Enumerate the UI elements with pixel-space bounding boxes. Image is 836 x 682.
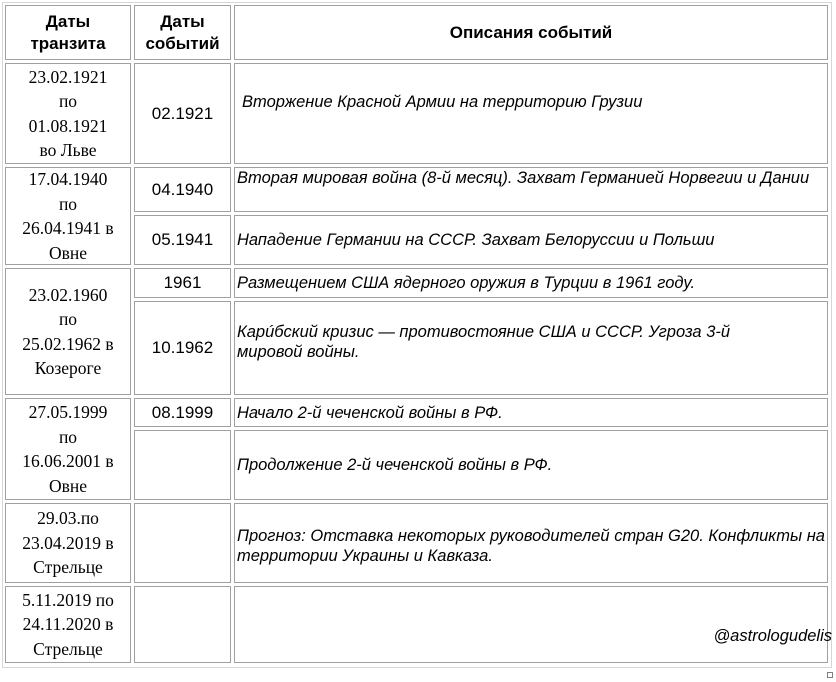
transit-cell: 23.02.1960 по 25.02.1962 в Козероге [5,268,131,395]
transit-cell: 29.03.по 23.04.2019 в Стрельце [5,503,131,583]
signature: @astrologudelis [713,627,832,645]
event-date-cell: 02.1921 [134,63,231,164]
resize-handle[interactable] [827,672,833,678]
event-description-cell: Начало 2-й чеченской войны в РФ. [234,398,828,427]
event-date-cell: 1961 [134,268,231,298]
header-transit-dates: Даты транзита [5,5,131,60]
header-descriptions: Описания событий [234,5,828,60]
event-date-cell: 04.1940 [134,167,231,212]
event-date-cell [134,430,231,500]
transit-cell: 5.11.2019 по 24.11.2020 в Стрельце [5,586,131,663]
event-date-cell: 05.1941 [134,215,231,265]
event-description-cell: Вторая мировая война (8-й месяц). Захват Германией Норвегии и Дании [234,167,828,212]
event-description-cell: Размещением США ядерного оружия в Турции в 1961 году. [234,268,828,298]
event-date-cell [134,503,231,583]
event-description-cell: Нападение Германии на СССР. Захват Белоруссии и Польши [234,215,828,265]
transit-cell: 27.05.1999 по 16.06.2001 в Овне [5,398,131,500]
event-description-cell: Карúбский кризис — противостояние США и СССР. Угроза 3-й мировой войны. [234,301,828,395]
transit-cell: 23.02.1921 по 01.08.1921 во Льве [5,63,131,164]
event-description-cell: Продолжение 2-й чеченской войны в РФ. [234,430,828,500]
event-date-cell: 08.1999 [134,398,231,427]
event-description-cell: Вторжение Красной Армии на территорию Грузии [234,63,828,164]
event-date-cell [134,586,231,663]
event-description-cell [234,586,828,663]
header-event-dates: Даты событий [134,5,231,60]
transit-cell: 17.04.1940 по 26.04.1941 в Овне [5,167,131,265]
event-description-cell: Прогноз: Отставка некоторых руководителей стран G20. Конфликты на территории Украины и Кавказа. [234,503,828,583]
event-date-cell: 10.1962 [134,301,231,395]
